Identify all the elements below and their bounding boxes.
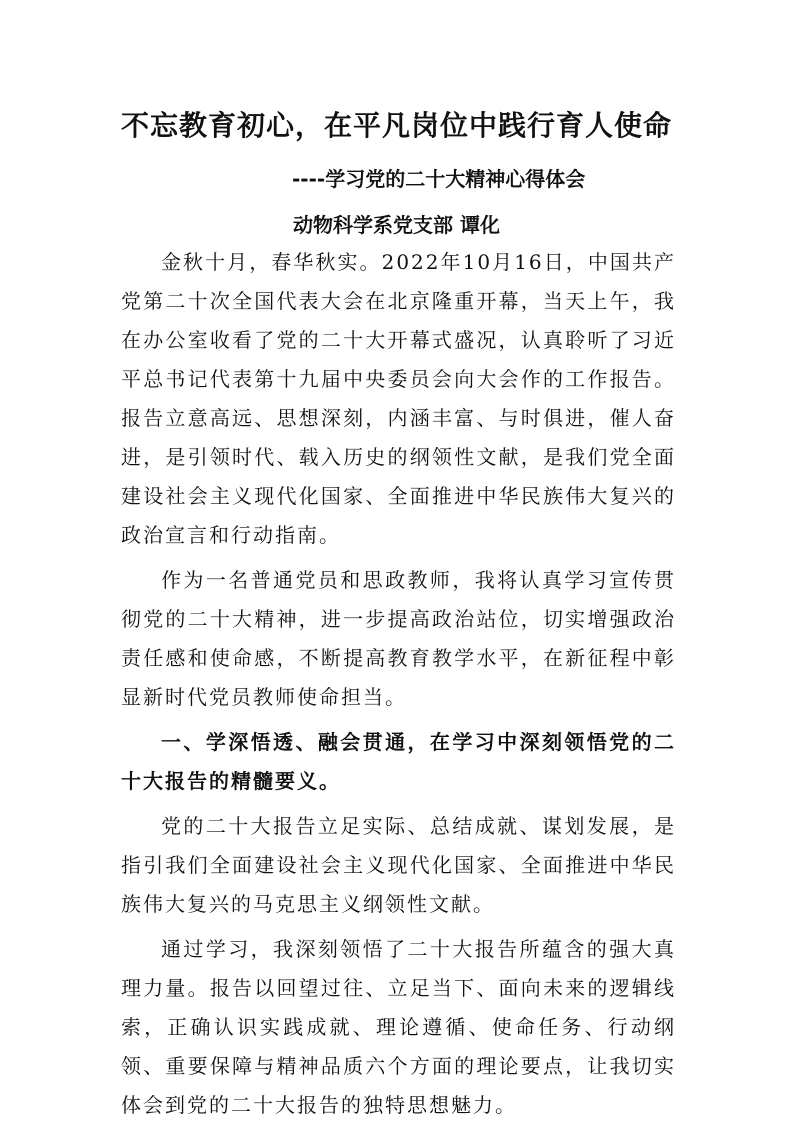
paragraph-intro: 金秋十月，春华秋实。2022年10月16日，中国共产党第二十次全国代表大会在北京隆重开幕，当天上午，我在办公室收看了党的二十大开幕式盛况，认真聆听了习近平总书记代表第十九届中央委员会向大会作的工作报告。报告立意高远、思想深刻，内涵丰富、与时俱进，催人奋进，是引领时代、载入历史的纲领性文献，是我们党全面建设社会主义现代化国家、全面推进中华民族伟大复兴的政治宣言和行动指南。 — [121, 250, 676, 547]
document-subtitle: ----学习党的二十大精神心得体会 — [292, 167, 586, 191]
paragraph-commitment: 作为一名普通党员和思政教师，我将认真学习宣传贯彻党的二十大精神，进一步提高政治站位，切实增强政治责任感和使命感，不断提高教育教学水平，在新征程中彰显新时代党员教师使命担当。 — [121, 568, 676, 709]
document-title: 不忘教育初心，在平凡岗位中践行育人使命 — [120, 109, 672, 142]
section1-paragraph-2: 通过学习，我深刻领悟了二十大报告所蕴含的强大真理力量。报告以回望过往、立足当下、面向未来的逻辑线索，正确认识实践成就、理论遵循、使命任务、行动纲领、重要保障与精神品质六个方面的理论要点，让我切实体会到党的二十大报告的独特思想魅力。 — [121, 937, 676, 1117]
section1-paragraph-1: 党的二十大报告立足实际、总结成就、谋划发展，是指引我们全面建设社会主义现代化国家、全面推进中华民族伟大复兴的马克思主义纲领性文献。 — [121, 814, 676, 916]
document-body — [121, 243, 676, 1125]
section-heading-1: 一、学深悟透、融会贯通，在学习中深刻领悟党的二十大报告的精髓要义。 — [121, 730, 676, 793]
document-author: 动物科学系党支部 谭化 — [293, 213, 500, 237]
